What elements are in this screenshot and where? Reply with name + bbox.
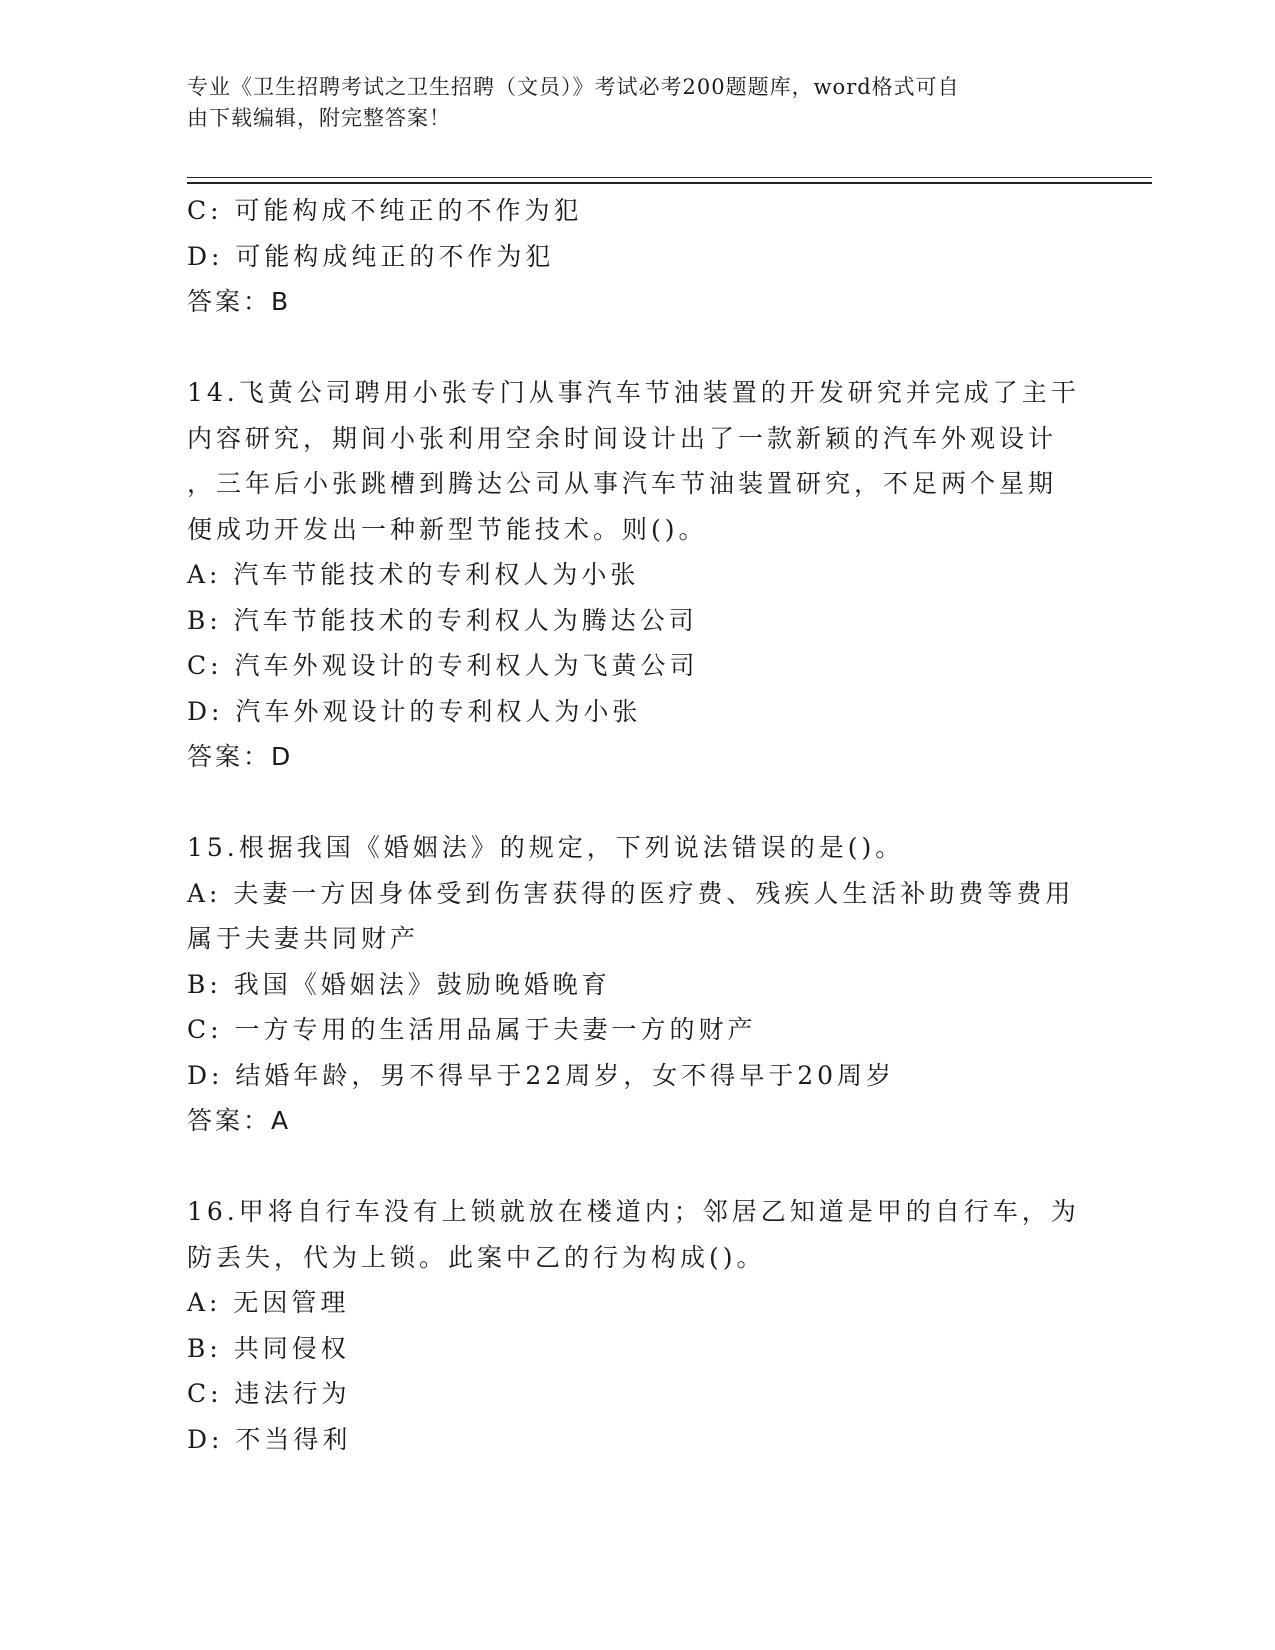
- spacer: [187, 1144, 1087, 1190]
- answer-line: 答案：A: [187, 1106, 292, 1135]
- question-stem-line: 15.根据我国《婚姻法》的规定，下列说法错误的是()。: [187, 833, 905, 862]
- option-c: C: 违法行为: [187, 1379, 351, 1408]
- option-c: C: 一方专用的生活用品属于夫妻一方的财产: [187, 1015, 757, 1044]
- header-divider-thick: [187, 182, 1152, 184]
- question-16: [187, 1189, 1087, 1462]
- question-list: [187, 188, 1087, 1462]
- option-c: C: 可能构成不纯正的不作为犯: [187, 196, 583, 225]
- option-d: D: 结婚年龄，男不得早于22周岁，女不得早于20周岁: [187, 1060, 896, 1090]
- header-line-1: 专业《卫生招聘考试之卫生招聘（文员）》考试必考200题题库，word格式可自: [187, 75, 960, 99]
- header-divider-thin: [187, 177, 1152, 178]
- question-stem-line: 14.飞黄公司聘用小张专门从事汽车节油装置的开发研究并完成了主干: [187, 378, 1080, 407]
- question-15: [187, 825, 1087, 1144]
- option-d: D: 不当得利: [187, 1424, 352, 1454]
- question-stem-line: 内容研究，期间小张利用空余时间设计出了一款新颖的汽车外观设计: [187, 423, 1058, 453]
- question-14: [187, 370, 1087, 780]
- question-stem-line: 防丢失，代为上锁。此案中乙的行为构成()。: [187, 1242, 766, 1272]
- option-c: C: 汽车外观设计的专利权人为飞黄公司: [187, 651, 699, 680]
- header-line-2: 由下载编辑，附完整答案！: [187, 106, 451, 130]
- option-a: A: 无因管理: [187, 1288, 350, 1317]
- question-stem-line: ，三年后小张跳槽到腾达公司从事汽车节油装置研究，不足两个星期: [187, 469, 1058, 498]
- option-b: B: 共同侵权: [187, 1333, 350, 1363]
- answer-line: 答案：D: [187, 742, 294, 771]
- question-stem-line: 便成功开发出一种新型节能技术。则()。: [187, 514, 708, 544]
- option-a-continued: 属于夫妻共同财产: [187, 924, 420, 953]
- answer-line: 答案：B: [187, 287, 292, 316]
- option-d: D: 汽车外观设计的专利权人为小张: [187, 696, 642, 726]
- question-13-continued: [187, 188, 1087, 325]
- option-a: A: 夫妻一方因身体受到伤害获得的医疗费、残疾人生活补助费等费用: [187, 878, 1075, 908]
- option-b: B: 汽车节能技术的专利权人为腾达公司: [187, 605, 698, 635]
- option-d: D: 可能构成纯正的不作为犯: [187, 241, 555, 271]
- option-b: B: 我国《婚姻法》鼓励晚婚晚育: [187, 969, 611, 999]
- question-stem-line: 16.甲将自行车没有上锁就放在楼道内；邻居乙知道是甲的自行车，为: [187, 1197, 1080, 1226]
- document-header: [187, 72, 1067, 134]
- spacer: [187, 325, 1087, 371]
- option-a: A: 汽车节能技术的专利权人为小张: [187, 560, 640, 589]
- spacer: [187, 780, 1087, 826]
